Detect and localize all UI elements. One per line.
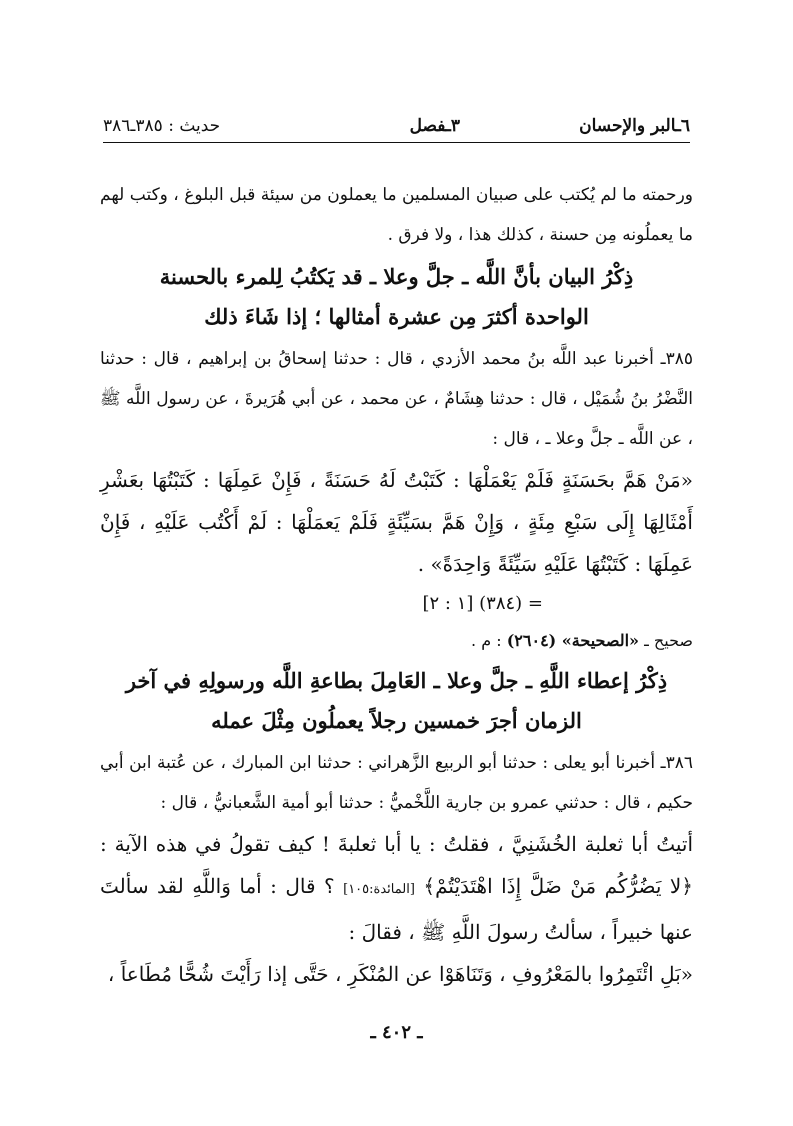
hadith-385-cross-ref: = (٣٨٤) [١ : ٢]: [422, 593, 543, 614]
hadith-385-matn: «مَنْ هَمَّ بحَسَنَةٍ فَلَمْ يَعْمَلْهَا : كَتَبْتُ لَهُ حَسَنَةً ، فَإِنْ عَمِلَهَا : كَتَبْتُهَا بعَشْرِ أَمْثَالِهَا إِلَى سَبْعِ مِئَةٍ ، وَإِنْ هَمَّ بسَيِّئَةٍ فَلَمْ يَعمَلْهَا : لَمْ أَكْتُب عَلَيْهِ ، فَإِنْ عَمِلَهَا : كَتَبْتُهَا عَلَيْهِ سَيِّئَةً وَاحِدَةً» .: [100, 468, 693, 576]
grading-source: «الصحيحة» (٢٦٠٤): [506, 631, 640, 650]
chapter-title: ٦ـالبر والإحسان: [579, 116, 690, 136]
hadith-385-isnad: ٣٨٥ـ أخبرنا عبد اللَّه بنُ محمد الأزدي ، قال : حدثنا إسحاقُ بن إبراهيم ، قال : حدثنا النَّضْرُ بنُ شُمَيْل ، قال : حدثنا هِشَامٌ ، عن محمد ، عن أبي هُرَيرةَ ، عن رسول اللَّه ﷺ ، عن اللَّه ـ جلَّ وعلا ـ ، قال :: [100, 349, 693, 449]
chapter-heading-1-line1: ذِكْرُ البيان بأنَّ اللَّه ـ جلَّ وعلا ـ قد يَكتُبُ لِلمرء بالحسنة: [159, 264, 634, 289]
hadith-386-text: [100, 823, 693, 953]
hadith-386-matn: «بَلِ ائْتَمِرُوا بالمَعْرُوفِ ، وَتَنَاهَوْا عن المُنْكَرِ ، حَتَّى إذا رَأَيْتَ شُحًّا مُطَاعاً ،: [107, 962, 693, 986]
chapter-heading-2: [100, 661, 693, 741]
hadith-386-text-end: ؟ قال : أما وَاللَّهِ لقد سألتَ عنها خبيراً ، سألتُ رسولَ اللَّهِ ﷺ ، فقالَ :: [100, 874, 693, 944]
grading-suffix: : م .: [471, 631, 502, 650]
quran-verse-ref: [المائدة:١٠٥]: [343, 882, 415, 897]
chapter-heading-1-line2: الواحدة أكثرَ مِن عشرة أمثالها ؛ إذا شَاءَ ذلك: [204, 304, 589, 329]
hadith-385-grading: [100, 623, 693, 659]
page-body: [100, 175, 693, 995]
running-header: [103, 112, 690, 143]
hadith-386-isnad: ٣٨٦ـ أخبرنا أبو يعلى : حدثنا أبو الربيع الزَّهراني : حدثنا ابن المبارك ، عن عُتبة ابن أبي حكيم ، قال : حدثني عمرو بن جارية اللَّخْميُّ : حدثنا أبو أمية الشَّعبانيُّ ، قال :: [100, 753, 693, 813]
hadith-386-text-start: أتيتُ أبا ثعلبة الخُشَنِيَّ ، فقلتُ : يا أبا ثعلبةَ ! كيف تقولُ في هذه الآية : ﴿لا يَضُرُّكُم مَنْ ضَلَّ إِذَا اهْتَدَيْتُمْ﴾: [100, 832, 693, 898]
chapter-heading-2-line1: ذِكْرُ إعطاء اللَّهِ ـ جلَّ وعلا ـ العَامِلَ بطاعةِ اللَّه ورسولِهِ في آخر: [125, 668, 668, 693]
chapter-heading-2-line2: الزمان أجرَ خمسين رجلاً يعملُون مِثْلَ عمله: [211, 708, 582, 733]
grading-prefix: صحيح ـ: [644, 631, 693, 650]
page-number: ـ ٤٠٢ ـ: [370, 1022, 423, 1043]
hadith-range: حديث : ٣٨٥ـ٣٨٦: [103, 116, 221, 136]
chapter-heading-1: [100, 257, 693, 337]
intro-paragraph: ورحمته ما لم يُكتب على صبيان المسلمين ما يعملون من سيئة قبل البلوغ ، وكتب لهم ما يعملُونه مِن حسنة ، كذلك هذا ، ولا فرق .: [100, 185, 693, 245]
section-title: ٣ـفصل: [409, 116, 460, 136]
